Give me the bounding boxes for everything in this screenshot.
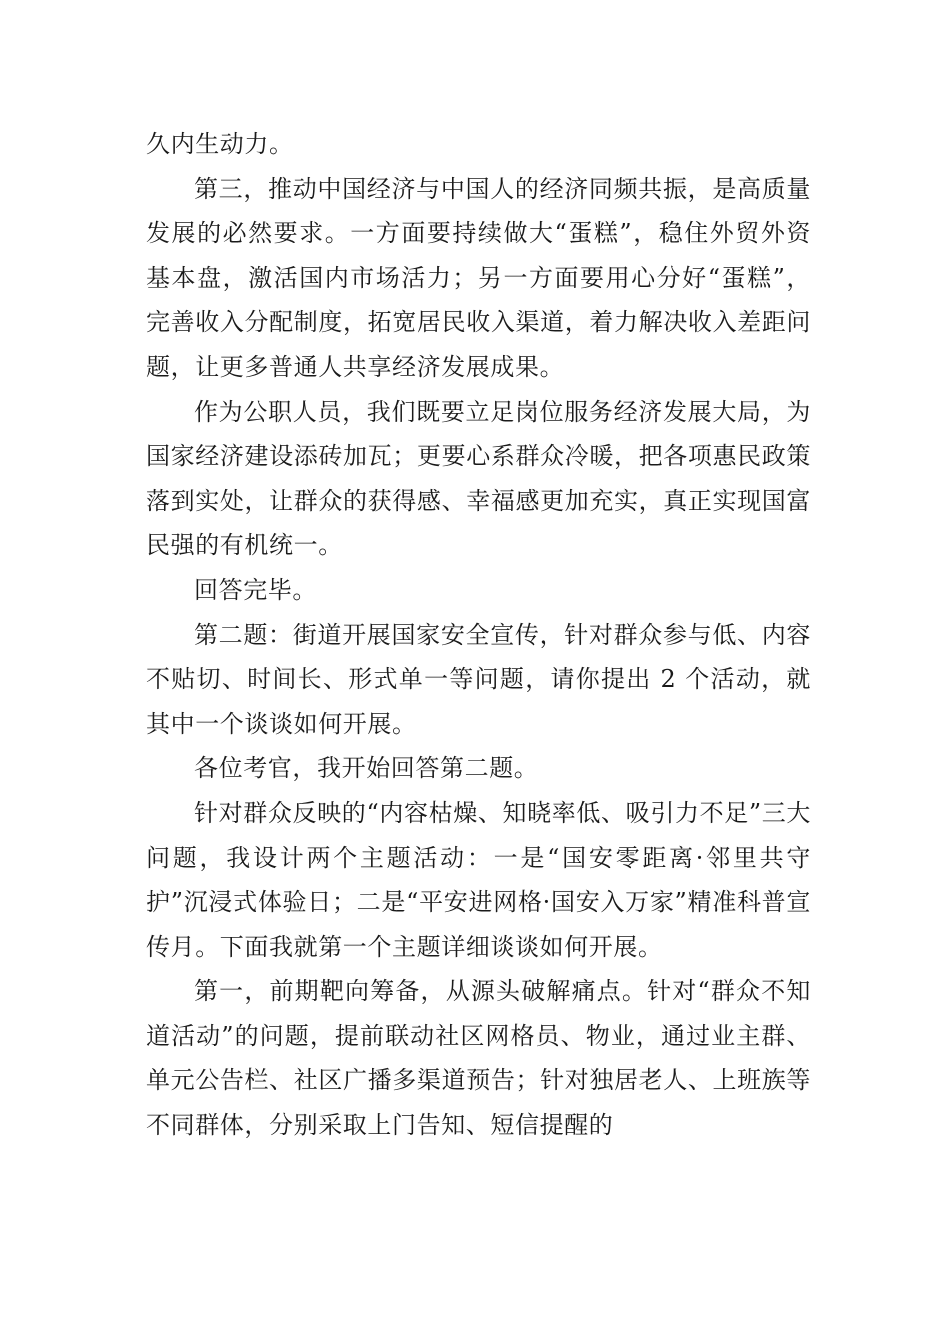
paragraph-first-step: 第一，前期靶向筹备，从源头破解痛点。针对“群众不知道活动”的问题，提前联动社区网格员、物业，通过业主群、单元公告栏、社区广播多渠道预告；针对独居老人、上班族等不同群体，分别采取上门告知、短信提醒的 bbox=[146, 977, 811, 1140]
paragraph-begin-answer: 各位考官，我开始回答第二题。 bbox=[194, 754, 539, 783]
paragraph-question-two: 第二题：街道开展国家安全宣传，针对群众参与低、内容不贴切、时间长、形式单一等问题，请你提出 2 个活动，就其中一个谈谈如何开展。 bbox=[146, 620, 811, 738]
paragraph-continuation: 久内生动力。 bbox=[146, 130, 294, 158]
paragraph-civil-servant: 作为公职人员，我们既要立足岗位服务经济发展大局，为国家经济建设添砖加瓦；更要心系群众冷暖，把各项惠民政策落到实处，让群众的获得感、幸福感更加充实，真正实现国富民强的有机统一。 bbox=[146, 397, 811, 560]
paragraph-answer-complete: 回答完毕。 bbox=[194, 575, 317, 604]
paragraph-activities: 针对群众反映的“内容枯燥、知晓率低、吸引力不足”三大问题，我设计两个主题活动：一是“国安零距离·邻里共守护”沉浸式体验日；二是“平安进网格·国安入万家”精准科普宣传月。下面我就第一个主题详细谈谈如何开展。 bbox=[146, 798, 811, 961]
document-body bbox=[146, 122, 811, 1148]
paragraph-third-point: 第三，推动中国经济与中国人的经济同频共振，是高质量发展的必然要求。一方面要持续做大“蛋糕”，稳住外贸外资基本盘，激活国内市场活力；另一方面要用心分好“蛋糕”，完善收入分配制度，拓宽居民收入渠道，着力解决收入差距问题，让更多普通人共享经济发展成果。 bbox=[146, 174, 811, 381]
